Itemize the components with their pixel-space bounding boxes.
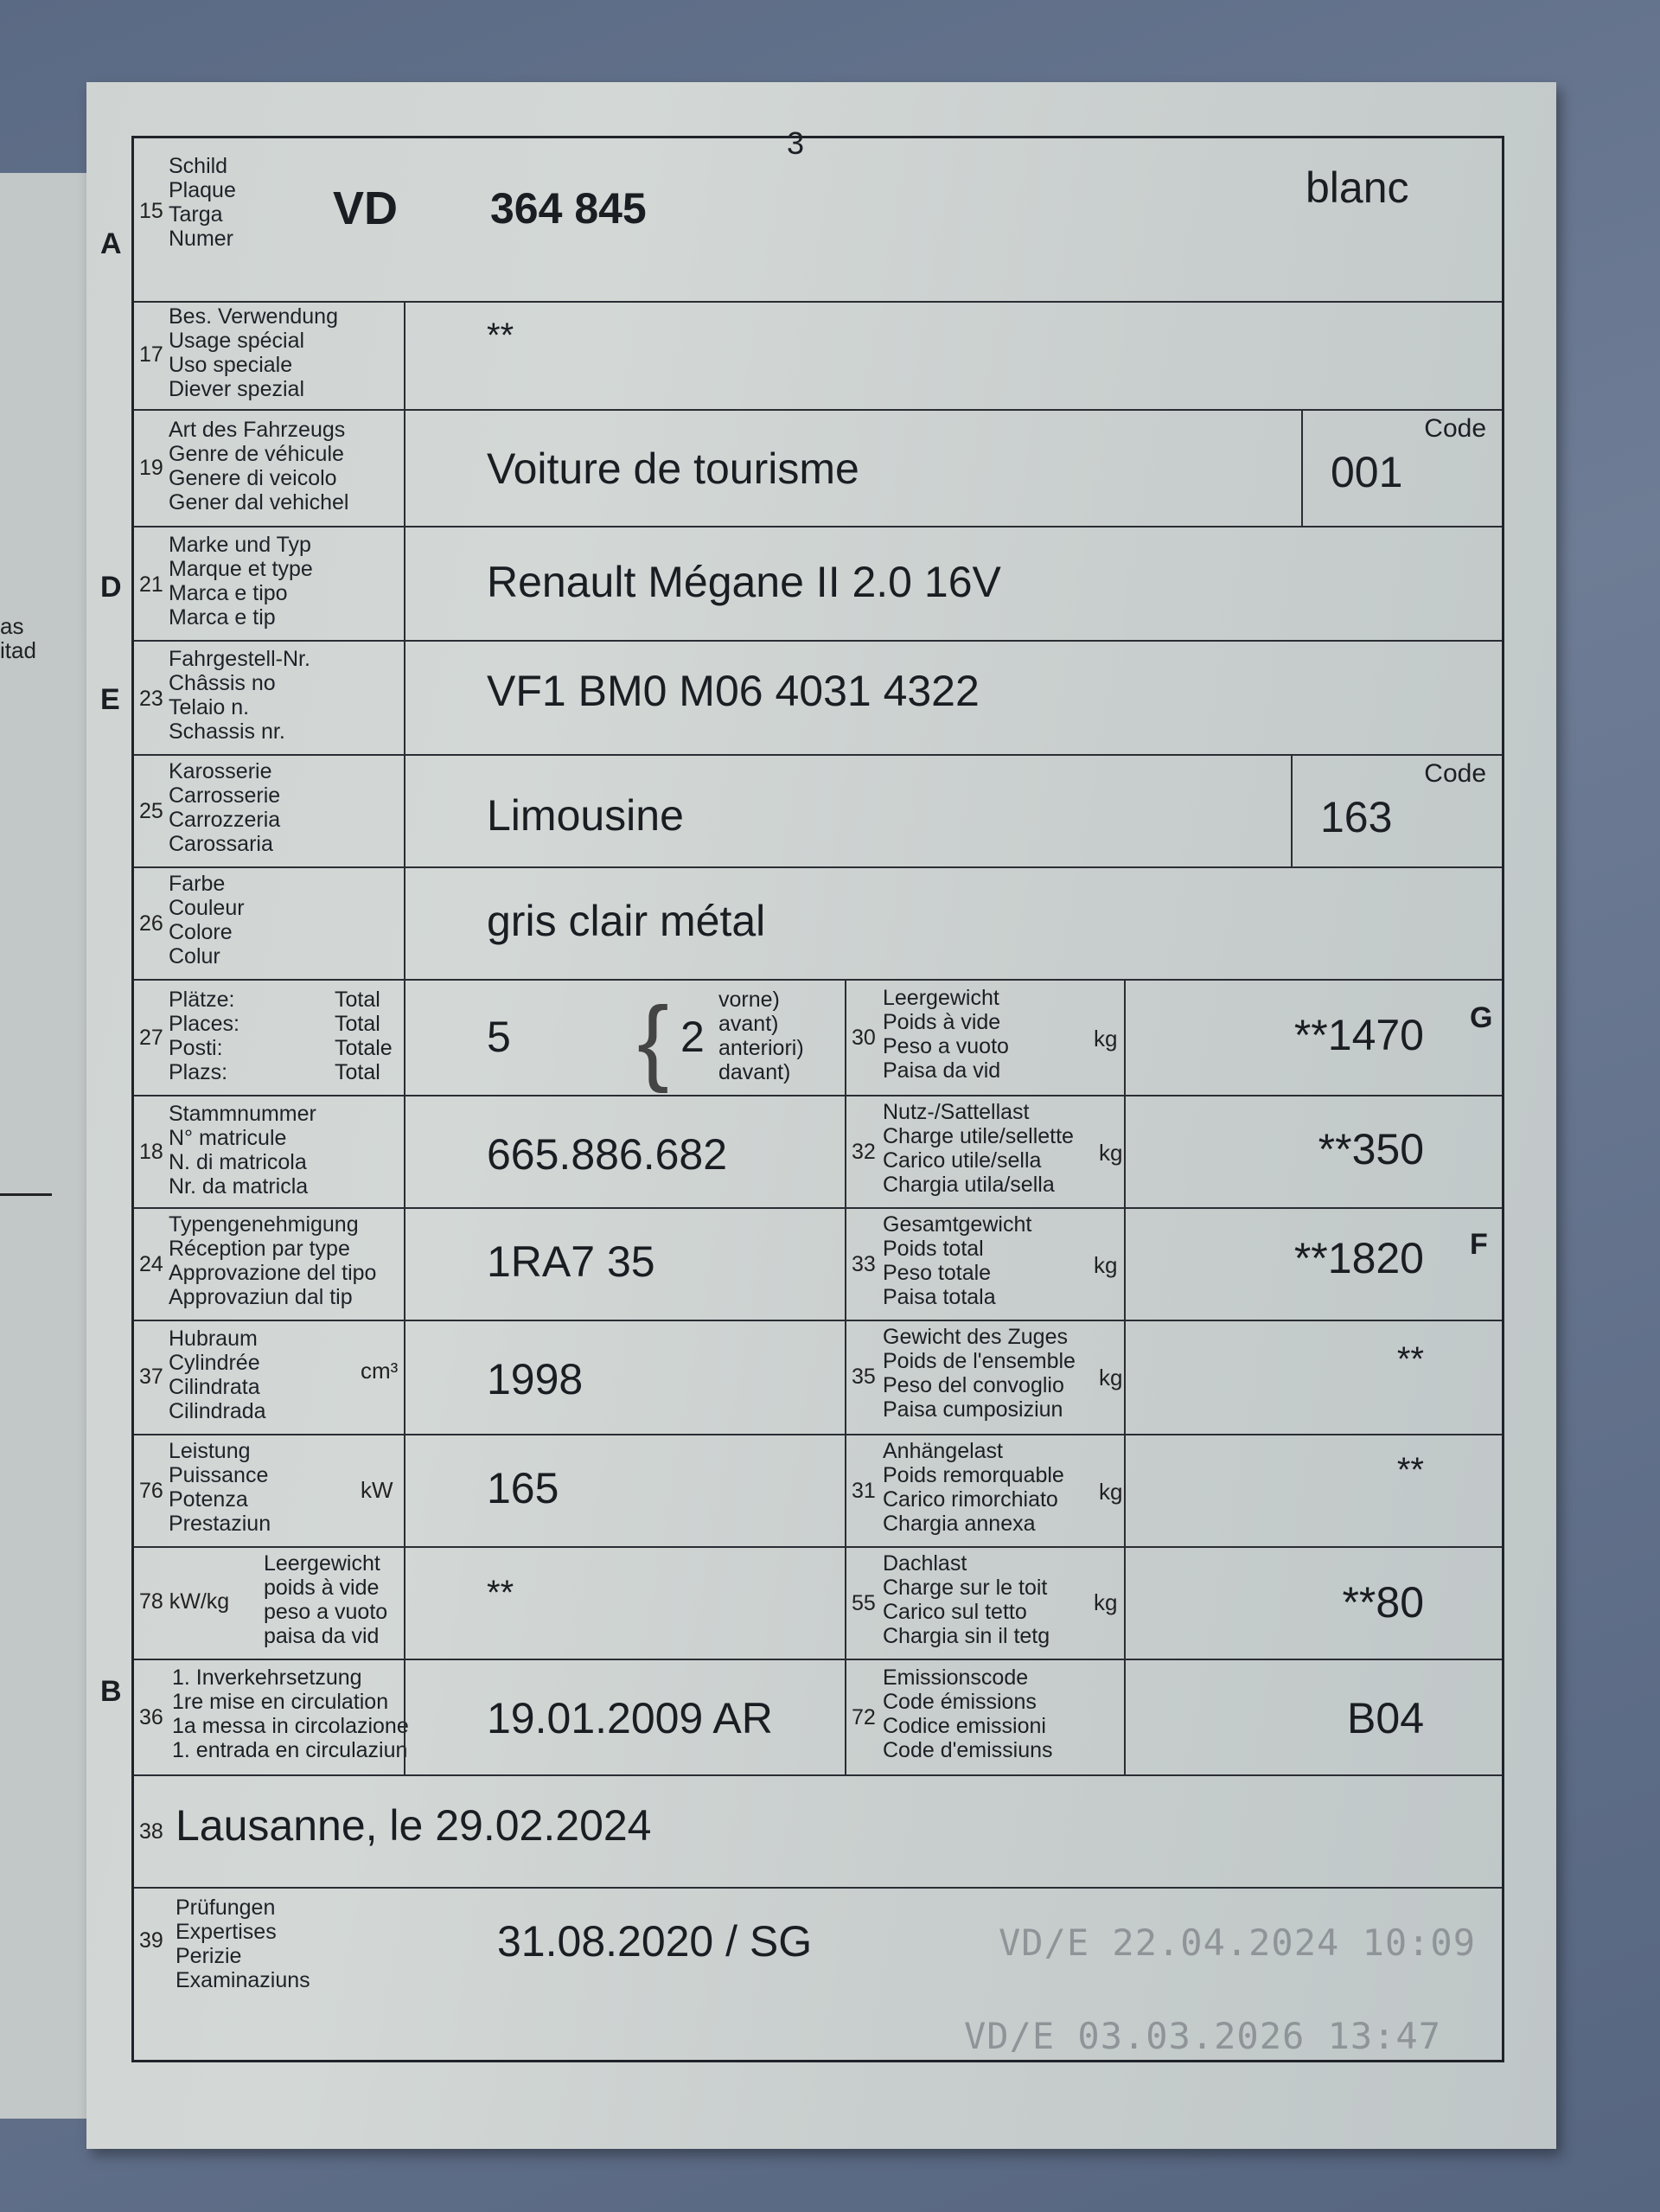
side-letter-a: A <box>100 227 122 260</box>
vehicle-kind-value: Voiture de tourisme <box>487 444 859 493</box>
row-color <box>134 866 1502 981</box>
make-type-value: Renault Mégane II 2.0 16V <box>487 558 1001 606</box>
unit-kg: kg <box>1099 1365 1123 1390</box>
side-letter-g: G <box>1470 1001 1493 1034</box>
side-letter-d: D <box>100 571 122 604</box>
row-body <box>134 754 1502 868</box>
row-special-use <box>134 301 1502 411</box>
adjacent-page-text: itad <box>0 637 36 663</box>
field-number: 76 <box>139 1479 163 1503</box>
code-label: Code <box>1424 414 1486 443</box>
row-power-trailer <box>134 1434 1502 1548</box>
unit-kg: kg <box>1099 1479 1123 1505</box>
seats-brace: { <box>637 988 669 1094</box>
code-label: Code <box>1424 759 1486 788</box>
seats-total-value: 5 <box>487 1013 511 1061</box>
field-label: Dachlast Charge sur le toit Carico sul tetto Chargia sin il tetg <box>883 1551 1050 1648</box>
field-label: Farbe Couleur Colore Colur <box>169 872 245 969</box>
page-number: 3 <box>787 125 805 161</box>
row-matricule-payload <box>134 1095 1502 1209</box>
field-label: Prüfungen Expertises Perizie Examinaziuns <box>176 1896 310 1992</box>
displacement-value: 1998 <box>487 1355 584 1403</box>
field-number: 23 <box>139 687 163 711</box>
body-value: Limousine <box>487 791 684 840</box>
payload-value: **350 <box>1318 1125 1424 1173</box>
adjacent-page-text: as <box>0 613 24 639</box>
field-label-totals: Total Total Totale Total <box>335 988 393 1084</box>
body-code-box <box>1291 754 1502 866</box>
field-label: Leistung Puissance Potenza Prestaziun <box>169 1439 271 1536</box>
field-label: Schild Plaque Targa Numer <box>169 154 236 251</box>
plate-color: blanc <box>1306 163 1409 212</box>
row-seats-curb-weight <box>134 979 1502 1096</box>
row-place-date <box>134 1774 1502 1889</box>
field-number: 35 <box>852 1365 876 1389</box>
field-label: Plätze: Places: Posti: Plazs: <box>169 988 239 1084</box>
inspection-value: 31.08.2020 / SG <box>497 1917 813 1966</box>
row-chassis <box>134 640 1502 756</box>
field-label: Karosserie Carrosserie Carrozzeria Carossaria <box>169 759 281 856</box>
body-code: 163 <box>1320 793 1393 841</box>
field-number: 72 <box>852 1705 876 1729</box>
row-inspections <box>134 1887 1502 2060</box>
field-label: Hubraum Cylindrée Cilindrata Cilindrada <box>169 1327 266 1423</box>
unit-kw: kW <box>361 1477 393 1503</box>
side-letter-b: B <box>100 1675 122 1708</box>
field-number: 38 <box>139 1819 163 1844</box>
row-firstreg-emission <box>134 1659 1502 1776</box>
field-number: 19 <box>139 456 163 480</box>
row-make-type <box>134 526 1502 642</box>
field-label: Art des Fahrzeugs Genre de véhicule Genere di veicolo Gener dal vehichel <box>169 418 349 515</box>
unit-cm3: cm³ <box>361 1358 399 1384</box>
roof-load-value: **80 <box>1342 1578 1424 1627</box>
seats-front-label: vorne) avant) anteriori) davant) <box>718 988 804 1084</box>
unit-kg: kg <box>1094 1589 1118 1615</box>
adjacent-page <box>0 173 97 2119</box>
field-number: 32 <box>852 1140 876 1164</box>
unit-kg: kg <box>1094 1252 1118 1278</box>
registration-document <box>86 82 1556 2149</box>
type-approval-value: 1RA7 35 <box>487 1237 655 1286</box>
chassis-value: VF1 BM0 M06 4031 4322 <box>487 667 980 715</box>
field-label: Stammnummer N° matricule N. di matricola Nr. da matricla <box>169 1102 316 1199</box>
field-number: 31 <box>852 1479 876 1503</box>
field-number: 25 <box>139 799 163 823</box>
field-label: Fahrgestell-Nr. Châssis no Telaio n. Schassis nr. <box>169 647 310 744</box>
inspection-stamp: VD/E 03.03.2026 13:47 <box>964 2015 1442 2057</box>
field-label: Leergewicht Poids à vide Peso a vuoto Paisa da vid <box>883 986 1009 1083</box>
field-label: Anhängelast Poids remorquable Carico rimorchiato Chargia annexa <box>883 1439 1064 1536</box>
plate-canton: VD <box>333 182 399 234</box>
power-weight-value: ** <box>487 1574 514 1612</box>
field-number: 18 <box>139 1140 163 1164</box>
row-powerweight-roofload <box>134 1546 1502 1660</box>
special-use-value: ** <box>487 316 514 355</box>
field-label: 1. Inverkehrsetzung 1re mise en circulation 1a messa in circolazione 1. entrada en circulaziun <box>172 1665 409 1762</box>
plate-number: 364 845 <box>490 184 647 233</box>
side-letter-f: F <box>1470 1228 1488 1261</box>
field-label: Typengenehmigung Réception par type Approvazione del tipo Approvaziun dal tip <box>169 1212 377 1309</box>
color-value: gris clair métal <box>487 897 766 945</box>
field-number: 36 <box>139 1705 163 1729</box>
gross-weight-value: **1820 <box>1293 1234 1424 1282</box>
power-value: 165 <box>487 1464 559 1512</box>
field-label: Gesamtgewicht Poids total Peso totale Paisa totala <box>883 1212 1032 1309</box>
field-number: 27 <box>139 1026 163 1050</box>
field-number: 26 <box>139 911 163 936</box>
inspection-stamp: VD/E 22.04.2024 10:09 <box>999 1921 1477 1964</box>
side-letter-e: E <box>100 683 120 716</box>
field-label: Emissionscode Code émissions Codice emissioni Code d'emissiuns <box>883 1665 1053 1762</box>
unit-kg: kg <box>1099 1140 1123 1166</box>
field-label: Gewicht des Zuges Poids de l'ensemble Peso del convoglio Paisa cumposiziun <box>883 1325 1076 1422</box>
field-label: Marke und Typ Marque et type Marca e tipo Marca e tip <box>169 533 313 630</box>
first-registration-value: 19.01.2009 AR <box>487 1694 773 1742</box>
unit-kg: kg <box>1094 1026 1118 1052</box>
vehicle-kind-code-box <box>1301 409 1502 526</box>
field-number: 30 <box>852 1026 876 1050</box>
row-plate <box>134 138 1502 303</box>
matricule-value: 665.886.682 <box>487 1130 728 1179</box>
emission-code-value: B04 <box>1347 1694 1424 1742</box>
row-displacement-train <box>134 1320 1502 1435</box>
row-vehicle-kind <box>134 409 1502 527</box>
field-label: Leergewicht poids à vide peso a vuoto paisa da vid <box>264 1551 388 1648</box>
row-typeapproval-grossweight <box>134 1207 1502 1321</box>
place-date-value: Lausanne, le 29.02.2024 <box>176 1801 652 1850</box>
curb-weight-value: **1470 <box>1293 1011 1424 1059</box>
field-number: 33 <box>852 1252 876 1276</box>
seats-front-value: 2 <box>680 1013 705 1061</box>
adjacent-page-line <box>0 1193 52 1196</box>
field-label: Bes. Verwendung Usage spécial Uso speciale Diever spezial <box>169 304 338 401</box>
field-number: 17 <box>139 342 163 367</box>
trailer-load-value: ** <box>1396 1451 1424 1489</box>
field-number: 55 <box>852 1591 876 1615</box>
field-number: 15 <box>139 199 163 223</box>
vehicle-kind-code: 001 <box>1331 448 1403 496</box>
train-weight-value: ** <box>1396 1340 1424 1378</box>
field-number: 37 <box>139 1365 163 1389</box>
field-number: 24 <box>139 1252 163 1276</box>
field-label: Nutz-/Sattellast Charge utile/sellette Carico utile/sella Chargia utila/sella <box>883 1100 1074 1197</box>
form-frame <box>131 136 1504 2062</box>
field-number: 21 <box>139 572 163 597</box>
field-number: 39 <box>139 1928 163 1953</box>
field-number: 78 kW/kg <box>139 1589 230 1614</box>
